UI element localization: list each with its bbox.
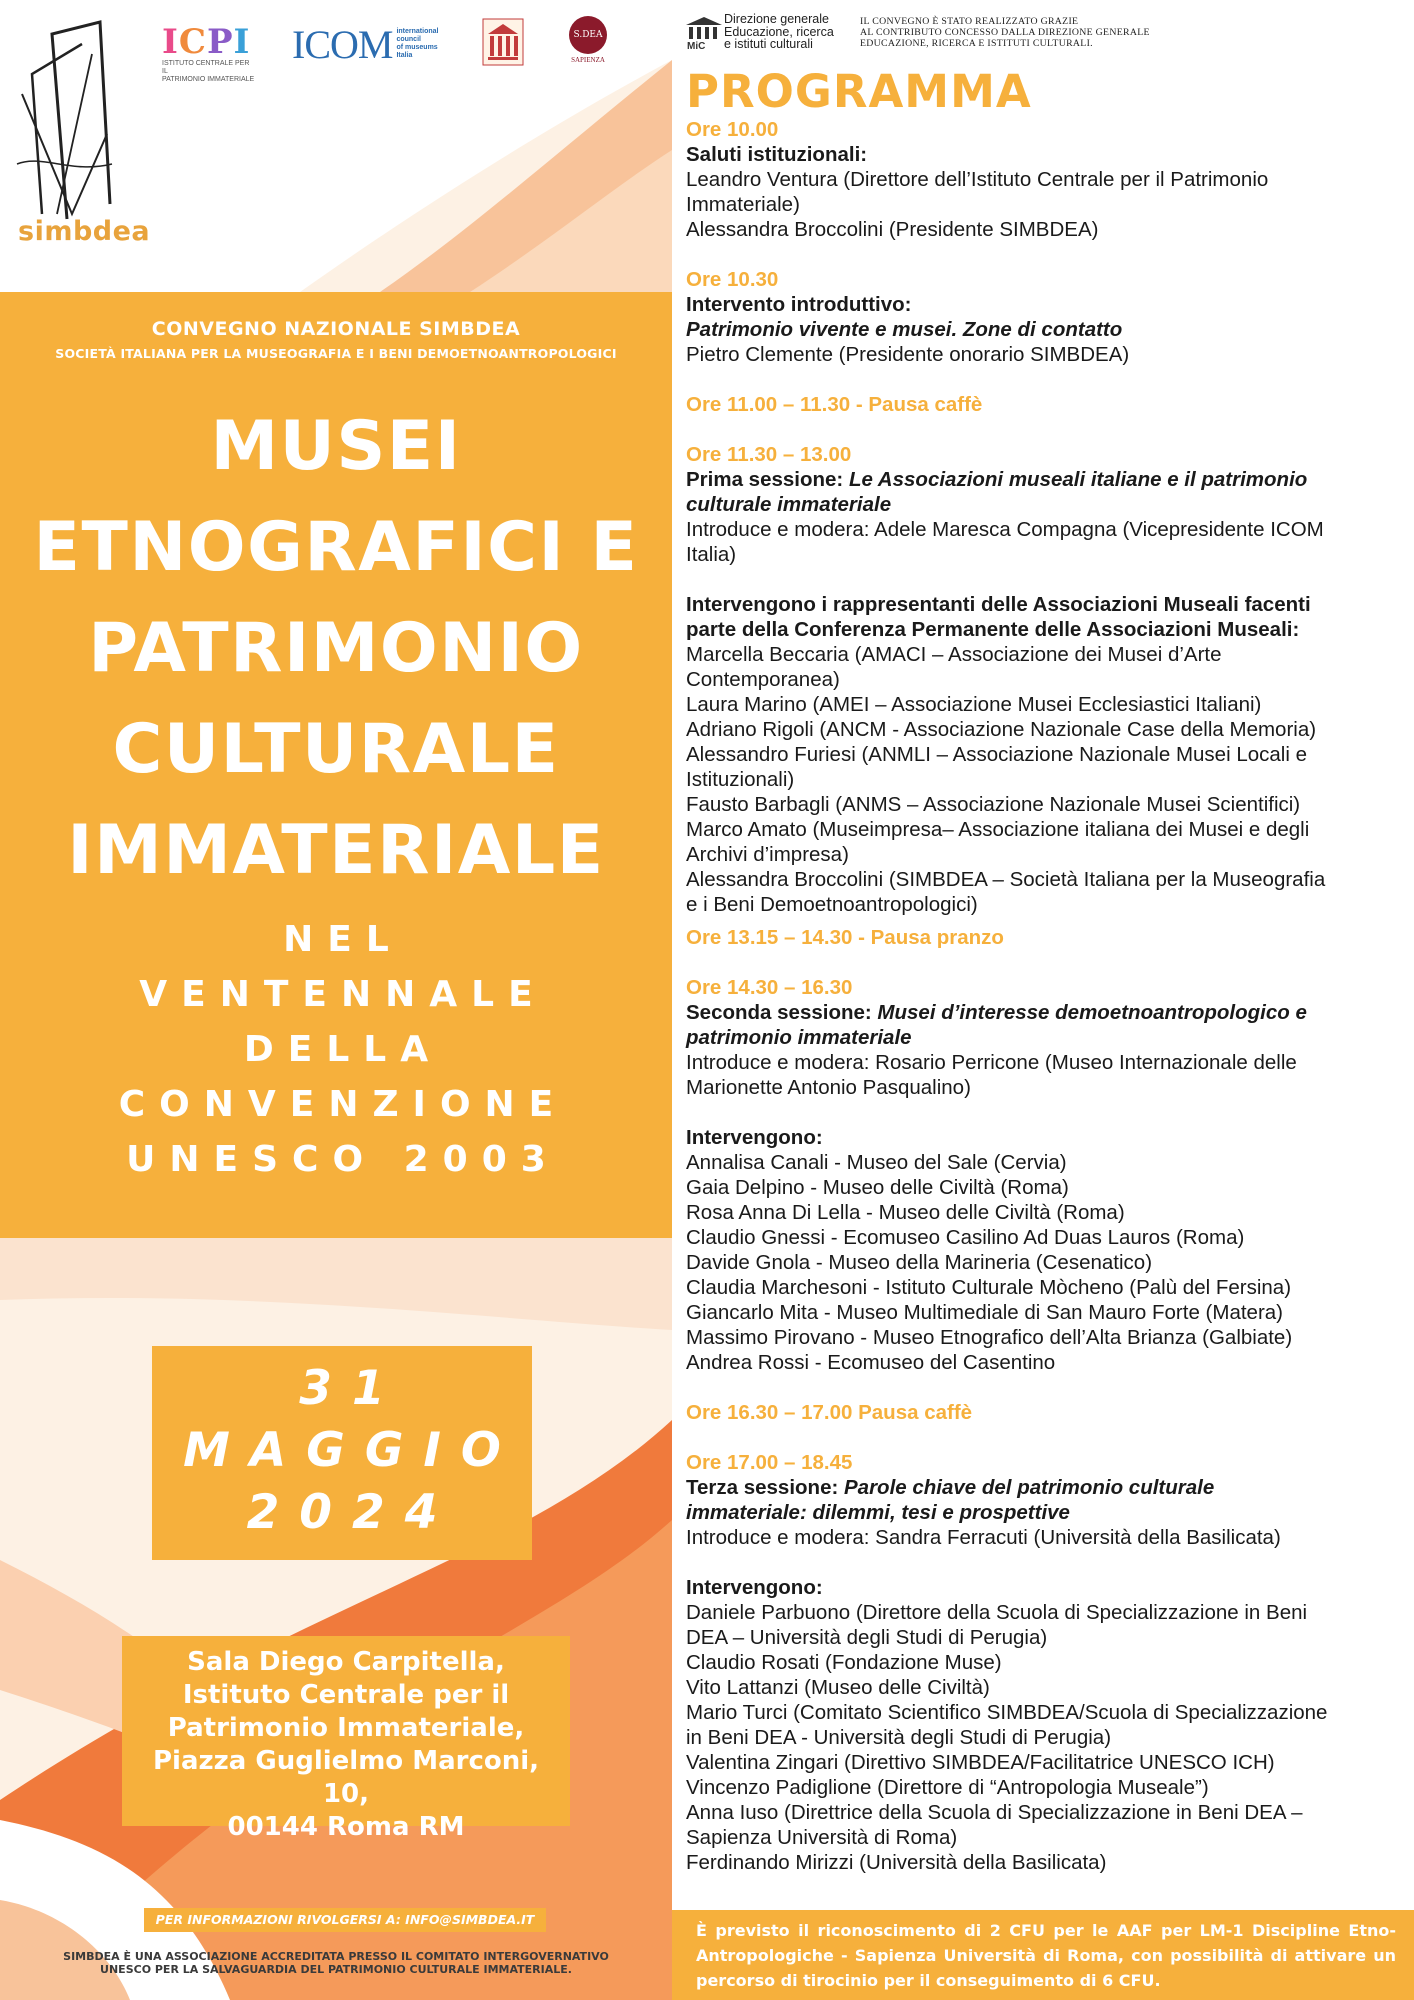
session-time: Ore 10.30 bbox=[686, 268, 779, 291]
main-title bbox=[0, 396, 672, 901]
speaker-line: Adriano Rigoli (ANCM - Associazione Nazionale Case della Memoria) bbox=[686, 718, 1317, 741]
session-topic-cont: patrimonio immateriale bbox=[686, 1026, 912, 1049]
speaker-line: Daniele Parbuono (Direttore della Scuola di Specializzazione in Beni bbox=[686, 1601, 1308, 1624]
dg-line: Educazione, ricerca bbox=[724, 24, 834, 39]
break-time: Ore 16.30 – 17.00 Pausa caffè bbox=[686, 1401, 973, 1424]
speaker-line: Sapienza Università di Roma) bbox=[686, 1826, 958, 1849]
speaker-line: Annalisa Canali - Museo del Sale (Cervia) bbox=[686, 1151, 1067, 1174]
speaker-line: Valentina Zingari (Direttivo SIMBDEA/Facilitatrice UNESCO ICH) bbox=[686, 1751, 1275, 1774]
subtitle-line: NEL bbox=[283, 919, 403, 960]
session-topic-cont: culturale immateriale bbox=[686, 493, 892, 516]
session-time: Ore 14.30 – 16.30 bbox=[686, 976, 853, 999]
speaker-line: Fausto Barbagli (ANMS – Associazione Nazionale Musei Scientifici) bbox=[686, 793, 1301, 816]
mic-logo bbox=[684, 15, 724, 51]
museum-logo bbox=[482, 18, 524, 66]
speaker-line: Laura Marino (AMEI – Associazione Musei Ecclesiastici Italiani) bbox=[686, 693, 1262, 716]
icom-caption-4: Italia bbox=[396, 52, 413, 59]
sapienza-caption: SAPIENZA bbox=[571, 56, 605, 64]
session-line: Leandro Ventura (Direttore dell’Istituto Centrale per il Patrimonio bbox=[686, 168, 1269, 191]
accreditation-line: SIMBDEA È UNA ASSOCIAZIONE ACCREDITATA PRESSO IL COMITATO INTERGOVERNATIVO bbox=[63, 1950, 609, 1963]
date-day: 31 bbox=[299, 1361, 405, 1416]
session-heading-line bbox=[686, 1000, 1406, 1025]
poster-left-column bbox=[0, 0, 672, 2000]
subtitle-line: CONVENZIONE bbox=[118, 1084, 568, 1125]
icpi-caption-2: PATRIMONIO IMMATERIALE bbox=[162, 76, 255, 83]
session-heading: Prima sessione: bbox=[686, 468, 849, 491]
poster-right-column bbox=[672, 0, 1414, 2000]
main-title-line: MUSEI bbox=[210, 407, 462, 486]
info-email-text: PER INFORMAZIONI RIVOLGERSI A: INFO@SIMBDEA.IT bbox=[155, 1912, 535, 1927]
speaker-line: Claudia Marchesoni - Istituto Culturale Mòcheno (Palù del Fersina) bbox=[686, 1276, 1292, 1299]
main-title-line: IMMATERIALE bbox=[67, 811, 605, 890]
session-heading: Saluti istituzionali: bbox=[686, 143, 868, 166]
program-break bbox=[686, 925, 1406, 950]
main-title-line: PATRIMONIO bbox=[88, 609, 584, 688]
icom-caption-1: international bbox=[396, 28, 439, 35]
icom-logo-mark: ICOM bbox=[292, 21, 393, 67]
speaker-line: Ferdinando Mirizzi (Università della Basilicata) bbox=[686, 1851, 1107, 1874]
venue-line: Sala Diego Carpitella, bbox=[187, 1647, 505, 1677]
subtitle-line: DELLA bbox=[243, 1029, 443, 1070]
program-session bbox=[686, 267, 1406, 367]
session-line: Alessandra Broccolini (Presidente SIMBDEA) bbox=[686, 218, 1099, 241]
icpi-caption-1: ISTITUTO CENTRALE PER IL bbox=[162, 60, 250, 75]
session-topic: Musei d’interesse demoetnoantropologico e bbox=[877, 1001, 1307, 1024]
speaker-line: Vito Lattanzi (Museo delle Civiltà) bbox=[686, 1676, 990, 1699]
speaker-line: Andrea Rossi - Ecomuseo del Casentino bbox=[686, 1351, 1056, 1374]
program-break bbox=[686, 1400, 1406, 1425]
speakers-heading: Intervengono i rappresentanti delle Associazioni Museali facenti bbox=[686, 593, 1311, 616]
program-session bbox=[686, 975, 1406, 1375]
session-line: Immateriale) bbox=[686, 193, 800, 216]
speaker-line: Anna Iuso (Direttrice della Scuola di Specializzazione in Beni DEA – bbox=[686, 1801, 1303, 1824]
venue-line: Istituto Centrale per il bbox=[182, 1680, 510, 1710]
program-session bbox=[686, 442, 1406, 917]
accreditation-line: UNESCO PER LA SALVAGUARDIA DEL PATRIMONIO CULTURALE IMMATERIALE. bbox=[100, 1963, 572, 1976]
conference-title: CONVEGNO NAZIONALE SIMBDEA bbox=[151, 318, 521, 340]
program-session bbox=[686, 1450, 1406, 1875]
session-topic-cont: immateriale: dilemmi, tesi e prospettive bbox=[686, 1501, 1070, 1524]
accreditation-note bbox=[0, 1950, 672, 1976]
session-heading: Seconda sessione: bbox=[686, 1001, 878, 1024]
speaker-line: Mario Turci (Comitato Scientifico SIMBDEA/Scuola di Specializzazione bbox=[686, 1701, 1328, 1724]
speaker-line: Marcella Beccaria (AMACI – Associazione dei Musei d’Arte bbox=[686, 643, 1222, 666]
subtitle-line: VENTENNALE bbox=[139, 974, 547, 1015]
speaker-line: Vincenzo Padiglione (Direttore di “Antropologia Museale”) bbox=[686, 1776, 1209, 1799]
dg-line: e istituti culturali bbox=[724, 37, 813, 51]
session-heading: Terza sessione: bbox=[686, 1476, 844, 1499]
speaker-line: Alessandra Broccolini (SIMBDEA – Società Italiana per la Museografia bbox=[686, 868, 1326, 891]
venue-line: 00144 Roma RM bbox=[227, 1812, 465, 1842]
date-month: MAGGIO bbox=[183, 1423, 521, 1478]
break-time: Ore 11.00 – 11.30 - Pausa caffè bbox=[686, 393, 983, 416]
session-heading-line bbox=[686, 467, 1406, 492]
mic-logo-text: MiC bbox=[687, 41, 706, 51]
speaker-line: Gaia Delpino - Museo delle Civiltà (Roma) bbox=[686, 1176, 1069, 1199]
speaker-line: Marco Amato (Museimpresa– Associazione italiana dei Musei e degli bbox=[686, 818, 1310, 841]
main-title-line: ETNOGRAFICI E bbox=[33, 508, 639, 587]
venue-address bbox=[122, 1646, 570, 1844]
program-title: PROGRAMMA bbox=[686, 65, 1032, 118]
simbdea-logo-mark bbox=[12, 14, 122, 224]
session-topic: Le Associazioni museali italiane e il patrimonio bbox=[848, 468, 1308, 491]
program-list bbox=[686, 117, 1406, 1875]
speaker-line: DEA – Università degli Studi di Perugia) bbox=[686, 1626, 1048, 1649]
speaker-line: Rosa Anna Di Lella - Museo delle Civiltà (Roma) bbox=[686, 1201, 1125, 1224]
session-topic: Patrimonio vivente e musei. Zone di contatto bbox=[686, 318, 1123, 341]
anniversary-subtitle bbox=[0, 912, 672, 1187]
event-date bbox=[152, 1358, 532, 1544]
session-topic: Parole chiave del patrimonio culturale bbox=[844, 1476, 1215, 1499]
funding-line: AL CONTRIBUTO CONCESSO DALLA DIREZIONE GENERALE bbox=[860, 27, 1150, 38]
subtitle-line: UNESCO 2003 bbox=[126, 1139, 560, 1180]
speaker-line: Alessandro Furiesi (ANMLI – Associazione Nazionale Musei Locali e bbox=[686, 743, 1307, 766]
program-session bbox=[686, 117, 1406, 242]
speaker-line: Istituzionali) bbox=[686, 768, 795, 791]
directorate-logo-text bbox=[724, 13, 834, 51]
session-heading: Intervento introduttivo: bbox=[686, 293, 912, 316]
conference-subtitle: SOCIETÀ ITALIANA PER LA MUSEOGRAFIA E I BENI DEMOETNOANTROPOLOGICI bbox=[55, 346, 617, 361]
sapienza-logo bbox=[566, 16, 610, 68]
icom-caption-3: of museums bbox=[396, 44, 438, 51]
session-line: Introduce e modera: Adele Maresca Compagna (Vicepresidente ICOM bbox=[686, 518, 1324, 541]
break-time: Ore 13.15 – 14.30 - Pausa pranzo bbox=[686, 926, 1004, 949]
venue-line: Patrimonio Immateriale, bbox=[167, 1713, 525, 1743]
session-time: Ore 10.00 bbox=[686, 118, 779, 141]
session-line: Italia) bbox=[686, 543, 737, 566]
date-year: 2024 bbox=[246, 1485, 458, 1540]
speakers-heading: parte della Conferenza Permanente delle Associazioni Museali: bbox=[686, 618, 1300, 641]
session-line: Introduce e modera: Rosario Perricone (Museo Internazionale delle bbox=[686, 1051, 1297, 1074]
funding-line: IL CONVEGNO È STATO REALIZZATO GRAZIE bbox=[860, 16, 1079, 27]
icom-caption-2: council bbox=[396, 36, 421, 43]
speaker-line: Archivi d’impresa) bbox=[686, 843, 849, 866]
funding-note bbox=[860, 16, 1150, 49]
icom-caption bbox=[396, 28, 438, 60]
dg-line: Direzione generale bbox=[724, 12, 829, 26]
program-break bbox=[686, 392, 1406, 417]
session-time: Ore 11.30 – 13.00 bbox=[686, 443, 852, 466]
sapienza-seal: S.DEA bbox=[569, 16, 607, 54]
cfu-note: È previsto il riconoscimento di 2 CFU per le AAF per LM-1 Discipline Etno-Antropologiche - Sapienza Università di Roma, con possibilità di attivare un percorso di tirocinio per il conseguimento di 6 CFU. bbox=[696, 1921, 1396, 1990]
session-heading-line bbox=[686, 1475, 1406, 1500]
speaker-line: Giancarlo Mita - Museo Multimediale di San Mauro Forte (Matera) bbox=[686, 1301, 1283, 1324]
session-time: Ore 17.00 – 18.45 bbox=[686, 1451, 853, 1474]
icpi-logo bbox=[162, 22, 257, 83]
speaker-line: Claudio Rosati (Fondazione Muse) bbox=[686, 1651, 1002, 1674]
icpi-logo-mark: ICPI bbox=[162, 22, 251, 62]
venue-line: Piazza Guglielmo Marconi, 10, bbox=[152, 1746, 540, 1809]
speakers-heading: Intervengono: bbox=[686, 1126, 823, 1149]
session-line: Introduce e modera: Sandra Ferracuti (Università della Basilicata) bbox=[686, 1526, 1281, 1549]
speaker-line: Davide Gnola - Museo della Marineria (Cesenatico) bbox=[686, 1251, 1153, 1274]
speaker-line: in Beni DEA - Università degli Studi di Perugia) bbox=[686, 1726, 1112, 1749]
main-title-line: CULTURALE bbox=[112, 710, 560, 789]
speaker-line: Claudio Gnessi - Ecomuseo Casilino Ad Duas Lauros (Roma) bbox=[686, 1226, 1245, 1249]
simbdea-logo-text: simbdea bbox=[18, 216, 151, 247]
speaker-line: e i Beni Demoetnoantropologici) bbox=[686, 893, 978, 916]
speakers-heading: Intervengono: bbox=[686, 1576, 823, 1599]
session-line: Marionette Antonio Pasqualino) bbox=[686, 1076, 971, 1099]
speaker-line: Contemporanea) bbox=[686, 668, 840, 691]
speaker-line: Massimo Pirovano - Museo Etnografico dell’Alta Brianza (Galbiate) bbox=[686, 1326, 1293, 1349]
icom-logo bbox=[292, 21, 452, 67]
session-line: Pietro Clemente (Presidente onorario SIMBDEA) bbox=[686, 343, 1130, 366]
funding-line: EDUCAZIONE, RICERCA E ISTITUTI CULTURALI. bbox=[860, 38, 1093, 49]
